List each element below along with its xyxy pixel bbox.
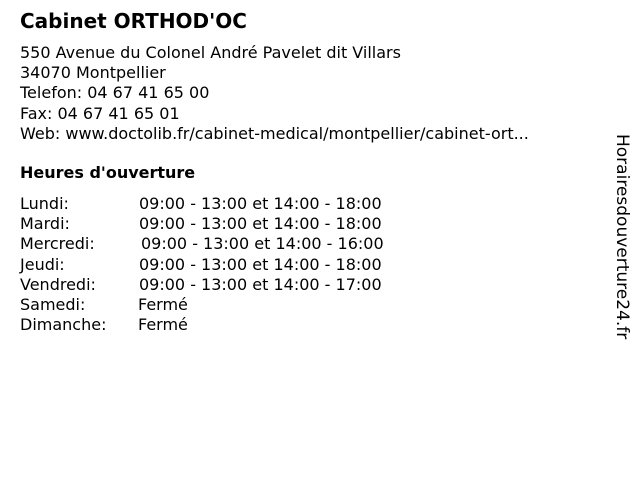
day-hours: 09:00 - 13:00 et 14:00 - 18:00	[139, 254, 382, 274]
day-label: Dimanche:	[20, 315, 107, 335]
site-watermark: Horairesdouverture24.fr	[612, 134, 632, 340]
business-name: Cabinet ORTHOD'OC	[20, 9, 247, 33]
opening-hours-heading: Heures d'ouverture	[20, 163, 196, 182]
phone-line: Telefon: 04 67 41 65 00	[20, 83, 210, 103]
day-hours: Fermé	[138, 315, 188, 335]
city-line: 34070 Montpellier	[20, 63, 166, 83]
day-label: Mardi:	[20, 214, 70, 234]
day-hours: 09:00 - 13:00 et 14:00 - 18:00	[139, 194, 382, 213]
day-label: Jeudi:	[20, 254, 65, 274]
day-hours: 09:00 - 13:00 et 14:00 - 16:00	[141, 234, 384, 254]
day-label: Vendredi:	[20, 274, 96, 294]
contact-info	[20, 43, 529, 144]
day-label: Samedi:	[20, 294, 86, 314]
website-line: Web: www.doctolib.fr/cabinet-medical/montpellier/cabinet-ort...	[20, 123, 529, 143]
day-label: Lundi:	[20, 194, 69, 213]
day-label: Mercredi:	[20, 234, 95, 254]
address-line: 550 Avenue du Colonel André Pavelet dit Villars	[20, 43, 401, 62]
day-hours: 09:00 - 13:00 et 14:00 - 17:00	[139, 274, 382, 294]
day-hours: 09:00 - 13:00 et 14:00 - 18:00	[139, 214, 382, 234]
day-hours: Fermé	[138, 294, 188, 314]
fax-line: Fax: 04 67 41 65 01	[20, 103, 180, 123]
